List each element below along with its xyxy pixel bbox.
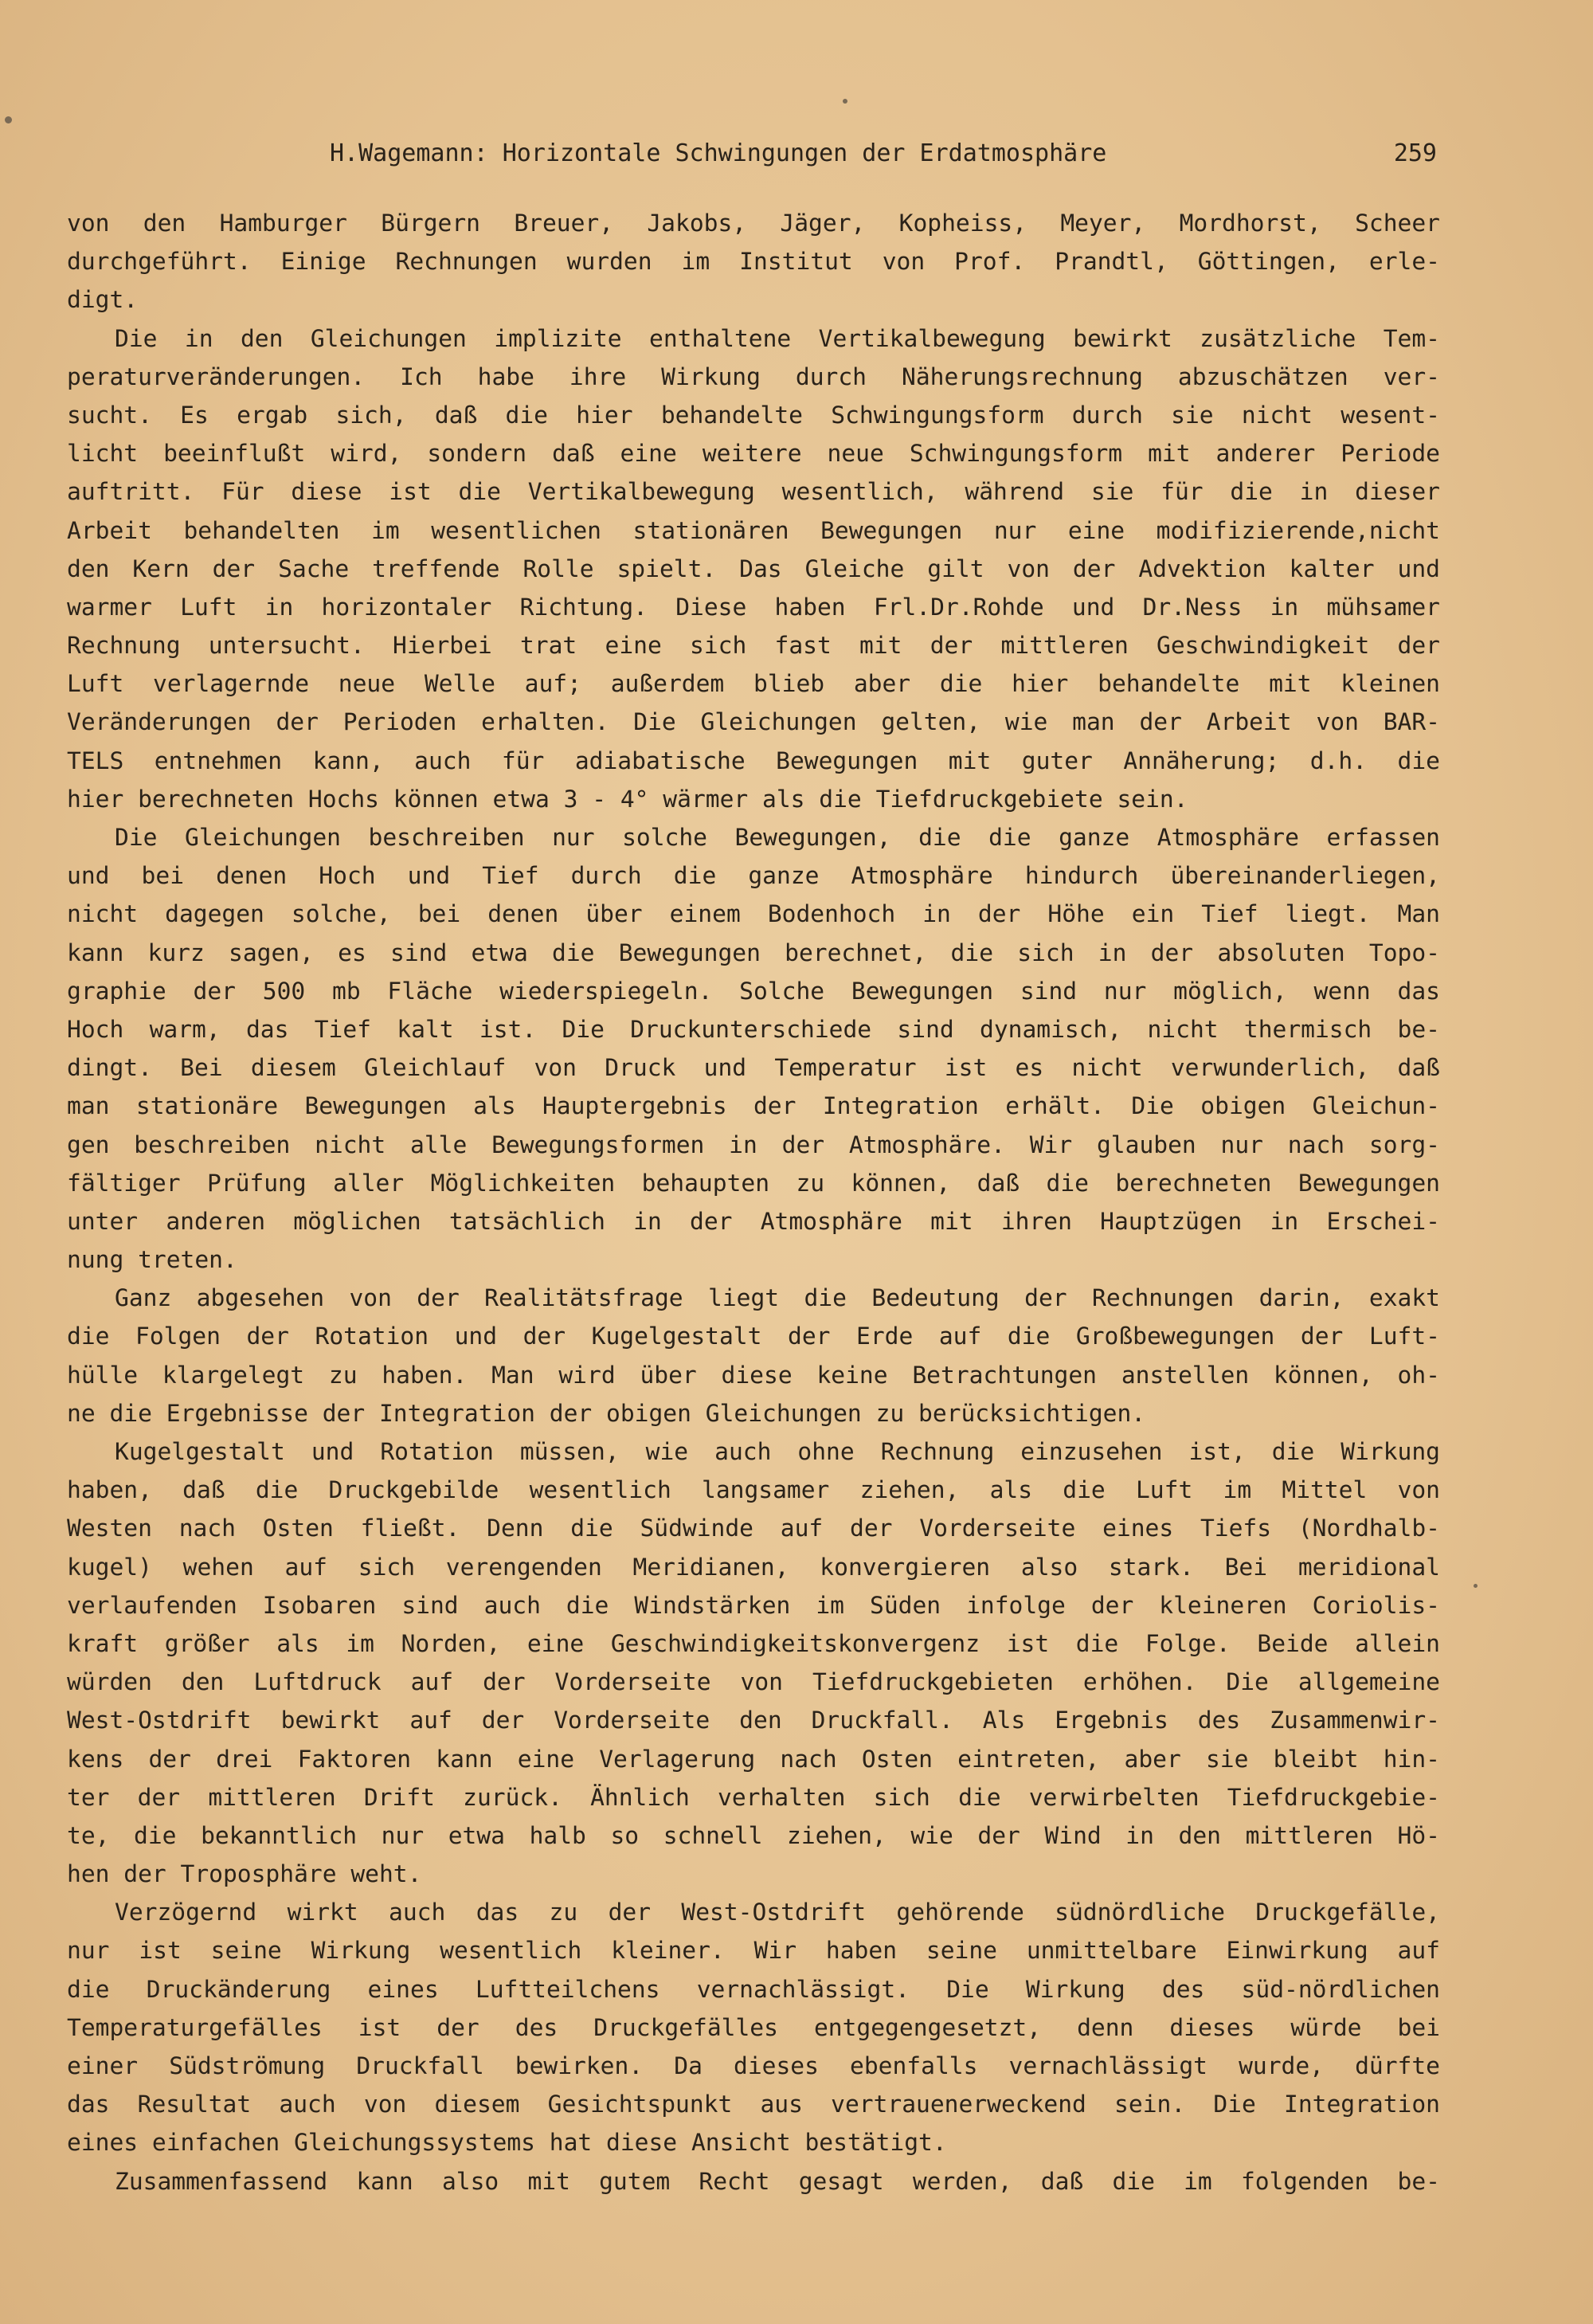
text-line: Veränderungen der Perioden erhalten. Die Gleichungen gelten, wie man der Arbeit von BAR-: [67, 708, 1440, 736]
text-line: Verzögernd wirkt auch das zu der West-Ostdrift gehörende südnördliche Druckgefälle,: [115, 1899, 1440, 1926]
text-line: kens der drei Faktoren kann eine Verlagerung nach Osten eintreten, aber sie bleibt hin-: [67, 1745, 1440, 1773]
text-line: haben, daß die Druckgebilde wesentlich langsamer ziehen, als die Luft im Mittel von: [67, 1476, 1440, 1504]
text-line: und bei denen Hoch und Tief durch die ganze Atmosphäre hindurch übereinanderliegen,: [67, 862, 1440, 890]
text-line: Luft verlagernde neue Welle auf; außerdem blieb aber die hier behandelte mit kleinen: [67, 670, 1440, 698]
text-line: den Kern der Sache treffende Rolle spielt. Das Gleiche gilt von der Advektion kalter und: [67, 555, 1440, 582]
text-line: man stationäre Bewegungen als Hauptergebnis der Integration erhält. Die obigen Gleichun-: [67, 1092, 1440, 1120]
text-line: von den Hamburger Bürgern Breuer, Jakobs, Jäger, Kopheiss, Meyer, Mordhorst, Scheer: [67, 210, 1440, 237]
text-line: nung treten.: [67, 1246, 237, 1274]
text-line: würden den Luftdruck auf der Vorderseite von Tiefdruckgebieten erhöhen. Die allgemeine: [67, 1668, 1440, 1696]
text-line: verlaufenden Isobaren sind auch die Windstärken im Süden infolge der kleineren Coriolis-: [67, 1591, 1440, 1619]
text-line: licht beeinflußt wird, sondern daß eine weitere neue Schwingungsform mit anderer Periode: [67, 440, 1440, 468]
text-line: unter anderen möglichen tatsächlich in der Atmosphäre mit ihren Hauptzügen in Erschei-: [67, 1207, 1440, 1235]
text-line: Temperaturgefälles ist der des Druckgefälles entgegengesetzt, denn dieses würde bei: [67, 2013, 1440, 2041]
text-line: einer Südströmung Druckfall bewirken. Da dieses ebenfalls vernachlässigt wurde, dürfte: [67, 2052, 1440, 2079]
text-line: Die Gleichungen beschreiben nur solche Bewegungen, die die ganze Atmosphäre erfassen: [115, 824, 1440, 851]
text-line: West-Ostdrift bewirkt auf der Vorderseite den Druckfall. Als Ergebnis des Zusammenwir-: [67, 1707, 1440, 1734]
text-line: dingt. Bei diesem Gleichlauf von Druck und Temperatur ist es nicht verwunderlich, daß: [67, 1054, 1440, 1082]
text-line: eines einfachen Gleichungssystems hat diese Ansicht bestätigt.: [67, 2129, 947, 2157]
text-line: peraturveränderungen. Ich habe ihre Wirkung durch Näherungsrechnung abzuschätzen ver-: [67, 363, 1440, 390]
text-line: Arbeit behandelten im wesentlichen stationären Bewegungen nur eine modifizierende,nicht: [67, 516, 1440, 544]
text-line: die Druckänderung eines Luftteilchens vernachlässigt. Die Wirkung des süd-nördlichen: [67, 1975, 1440, 2003]
text-line: Die in den Gleichungen implizite enthaltene Vertikalbewegung bewirkt zusätzliche Tem-: [115, 324, 1440, 352]
text-line: TELS entnehmen kann, auch für adiabatische Bewegungen mit guter Annäherung; d.h. die: [67, 747, 1440, 774]
text-line: durchgeführt. Einige Rechnungen wurden im Institut von Prof. Prandtl, Göttingen, erle-: [67, 248, 1440, 276]
text-line: warmer Luft in horizontaler Richtung. Diese haben Frl.Dr.Rohde und Dr.Ness in mühsamer: [67, 593, 1440, 621]
body-text: [67, 204, 1440, 2201]
text-line: das Resultat auch von diesem Gesichtspunkt aus vertrauenerweckend sein. Die Integration: [67, 2091, 1440, 2118]
text-line: hier berechneten Hochs können etwa 3 - 4° wärmer als die Tiefdruckgebiete sein.: [67, 785, 1188, 813]
text-line: kugel) wehen auf sich verengenden Meridianen, konvergieren also stark. Bei meridional: [67, 1553, 1440, 1581]
text-line: sucht. Es ergab sich, daß die hier behandelte Schwingungsform durch sie nicht wesent-: [67, 401, 1440, 429]
text-line: kann kurz sagen, es sind etwa die Bewegungen berechnet, die sich in der absoluten Topo-: [67, 939, 1440, 966]
text-line: digt.: [67, 286, 139, 314]
text-line: Rechnung untersucht. Hierbei trat eine sich fast mit der mittleren Geschwindigkeit der: [67, 632, 1440, 660]
text-line: graphie der 500 mb Fläche wiederspiegeln. Solche Bewegungen sind nur möglich, wenn das: [67, 977, 1440, 1005]
text-line: Ganz abgesehen von der Realitätsfrage liegt die Bedeutung der Rechnungen darin, exakt: [115, 1284, 1440, 1312]
text-line: hen der Troposphäre weht.: [67, 1860, 422, 1888]
text-line: Zusammenfassend kann also mit gutem Recht gesagt werden, daß die im folgenden be-: [115, 2167, 1440, 2195]
text-line: Westen nach Osten fließt. Denn die Südwinde auf der Vorderseite eines Tiefs (Nordhalb-: [67, 1515, 1440, 1542]
text-line: auftritt. Für diese ist die Vertikalbewegung wesentlich, während sie für die in dieser: [67, 478, 1440, 506]
running-header: [67, 134, 1437, 174]
text-line: ne die Ergebnisse der Integration der obigen Gleichungen zu berücksichtigen.: [67, 1399, 1146, 1427]
text-line: fältiger Prüfung aller Möglichkeiten behaupten zu können, daß die berechneten Bewegungen: [67, 1169, 1440, 1197]
text-line: ter der mittleren Drift zurück. Ähnlich verhalten sich die verwirbelten Tiefdruckgebie-: [67, 1783, 1440, 1811]
text-line: die Folgen der Rotation und der Kugelgestalt der Erde auf die Großbewegungen der Luft-: [67, 1323, 1440, 1350]
text-line: hülle klargelegt zu haben. Man wird über diese keine Betrachtungen anstellen können, oh-: [67, 1361, 1440, 1389]
text-line: nicht dagegen solche, bei denen über einem Bodenhoch in der Höhe ein Tief liegt. Man: [67, 900, 1440, 928]
header-title: H.Wagemann: Horizontale Schwingungen der Erdatmosphäre: [330, 139, 1107, 167]
text-line: gen beschreiben nicht alle Bewegungsformen in der Atmosphäre. Wir glauben nur nach sorg-: [67, 1131, 1440, 1158]
page-number: 259: [1393, 139, 1437, 167]
text-line: Kugelgestalt und Rotation müssen, wie auch ohne Rechnung einzusehen ist, die Wirkung: [115, 1438, 1440, 1465]
paper-speck: [1474, 1584, 1478, 1588]
text-line: te, die bekanntlich nur etwa halb so schnell ziehen, wie der Wind in den mittleren Hö-: [67, 1821, 1440, 1849]
text-line: nur ist seine Wirkung wesentlich kleiner. Wir haben seine unmittelbare Einwirkung auf: [67, 1937, 1440, 1965]
paper-speck: [5, 116, 12, 123]
paper-speck: [843, 99, 847, 104]
text-line: Hoch warm, das Tief kalt ist. Die Druckunterschiede sind dynamisch, nicht thermisch be-: [67, 1015, 1440, 1043]
text-line: kraft größer als im Norden, eine Geschwindigkeitskonvergenz ist die Folge. Beide allein: [67, 1629, 1440, 1657]
